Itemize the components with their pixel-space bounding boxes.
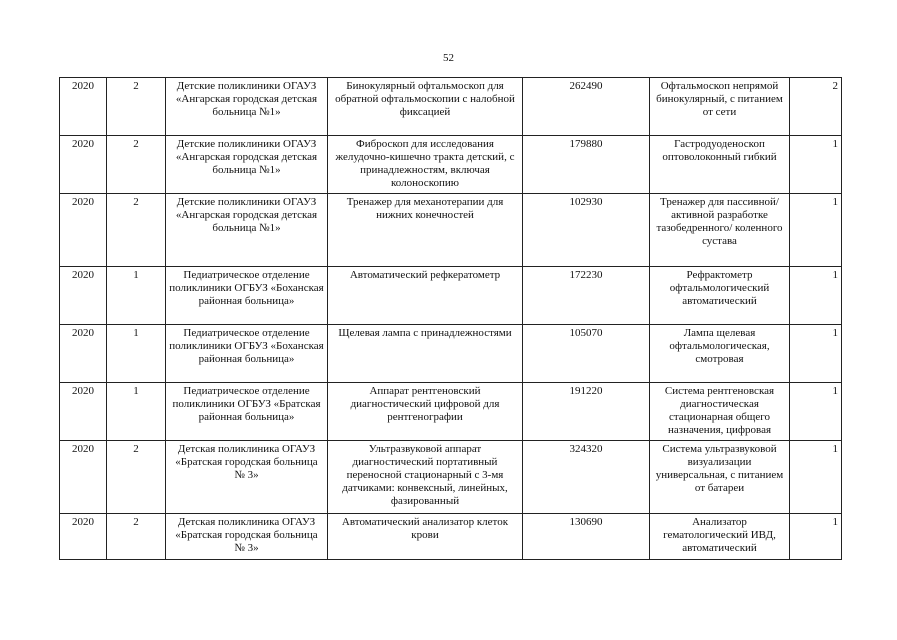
code-cell: 191220 (523, 383, 650, 441)
priority-cell: 2 (107, 136, 166, 194)
type-cell: Лампа щелевая офтальмологическая, смотровая (650, 325, 790, 383)
year-cell: 2020 (60, 325, 107, 383)
table-row (60, 78, 842, 136)
year-cell: 2020 (60, 78, 107, 136)
type-cell: Рефрактометр офтальмологический автоматический (650, 267, 790, 325)
equipment-cell: Тренажер для механотерапии для нижних конечностей (328, 194, 523, 267)
equipment-table (59, 77, 842, 560)
table-row (60, 325, 842, 383)
quantity-cell: 1 (790, 267, 842, 325)
table-row (60, 441, 842, 514)
year-cell: 2020 (60, 514, 107, 560)
type-cell: Офтальмоскоп непрямой бинокулярный, с питанием от сети (650, 78, 790, 136)
organization-cell: Детская поликлиника ОГАУЗ «Братская городская больница № 3» (166, 514, 328, 560)
priority-cell: 2 (107, 441, 166, 514)
quantity-cell: 1 (790, 441, 842, 514)
type-cell: Анализатор гематологический ИВД, автоматический (650, 514, 790, 560)
page-number: 52 (443, 52, 454, 64)
code-cell: 130690 (523, 514, 650, 560)
type-cell: Система рентгеновская диагностическая стационарная общего назначения, цифровая (650, 383, 790, 441)
quantity-cell: 1 (790, 194, 842, 267)
table-row (60, 194, 842, 267)
code-cell: 324320 (523, 441, 650, 514)
priority-cell: 2 (107, 78, 166, 136)
year-cell: 2020 (60, 194, 107, 267)
code-cell: 105070 (523, 325, 650, 383)
priority-cell: 1 (107, 383, 166, 441)
priority-cell: 2 (107, 514, 166, 560)
organization-cell: Педиатрическое отделение поликлиники ОГБУЗ «Братская районная больница» (166, 383, 328, 441)
type-cell: Гастродуоденоскоп оптоволоконный гибкий (650, 136, 790, 194)
quantity-cell: 1 (790, 514, 842, 560)
code-cell: 102930 (523, 194, 650, 267)
quantity-cell: 2 (790, 78, 842, 136)
type-cell: Система ультразвуковой визуализации универсальная, с питанием от батареи (650, 441, 790, 514)
equipment-cell: Автоматический анализатор клеток крови (328, 514, 523, 560)
organization-cell: Педиатрическое отделение поликлиники ОГБУЗ «Боханская районная больница» (166, 267, 328, 325)
priority-cell: 2 (107, 194, 166, 267)
year-cell: 2020 (60, 441, 107, 514)
year-cell: 2020 (60, 136, 107, 194)
organization-cell: Педиатрическое отделение поликлиники ОГБУЗ «Боханская районная больница» (166, 325, 328, 383)
equipment-cell: Бинокулярный офтальмоскоп для обратной офтальмоскопии с налобной фиксацией (328, 78, 523, 136)
code-cell: 172230 (523, 267, 650, 325)
table-row (60, 267, 842, 325)
table-row (60, 383, 842, 441)
equipment-cell: Автоматический рефкератометр (328, 267, 523, 325)
year-cell: 2020 (60, 267, 107, 325)
organization-cell: Детские поликлиники ОГАУЗ «Ангарская городская детская больница №1» (166, 78, 328, 136)
quantity-cell: 1 (790, 383, 842, 441)
code-cell: 179880 (523, 136, 650, 194)
year-cell: 2020 (60, 383, 107, 441)
priority-cell: 1 (107, 325, 166, 383)
organization-cell: Детские поликлиники ОГАУЗ «Ангарская городская детская больница №1» (166, 136, 328, 194)
equipment-cell: Щелевая лампа с принадлежностями (328, 325, 523, 383)
organization-cell: Детская поликлиника ОГАУЗ «Братская городская больница № 3» (166, 441, 328, 514)
priority-cell: 1 (107, 267, 166, 325)
table-row (60, 514, 842, 560)
type-cell: Тренажер для пассивной/активной разработке тазобедренного/ коленного сустава (650, 194, 790, 267)
quantity-cell: 1 (790, 325, 842, 383)
equipment-cell: Аппарат рентгеновский диагностический цифровой для рентгенографии (328, 383, 523, 441)
table-row (60, 136, 842, 194)
organization-cell: Детские поликлиники ОГАУЗ «Ангарская городская детская больница №1» (166, 194, 328, 267)
equipment-cell: Фиброскоп для исследования желудочно-кишечно тракта детский, с принадлежностям, включая колоноскопию (328, 136, 523, 194)
quantity-cell: 1 (790, 136, 842, 194)
code-cell: 262490 (523, 78, 650, 136)
equipment-cell: Ультразвуковой аппарат диагностический портативный переносной стационарный с 3-мя датчиками: конвексный, линейных, фазированный (328, 441, 523, 514)
